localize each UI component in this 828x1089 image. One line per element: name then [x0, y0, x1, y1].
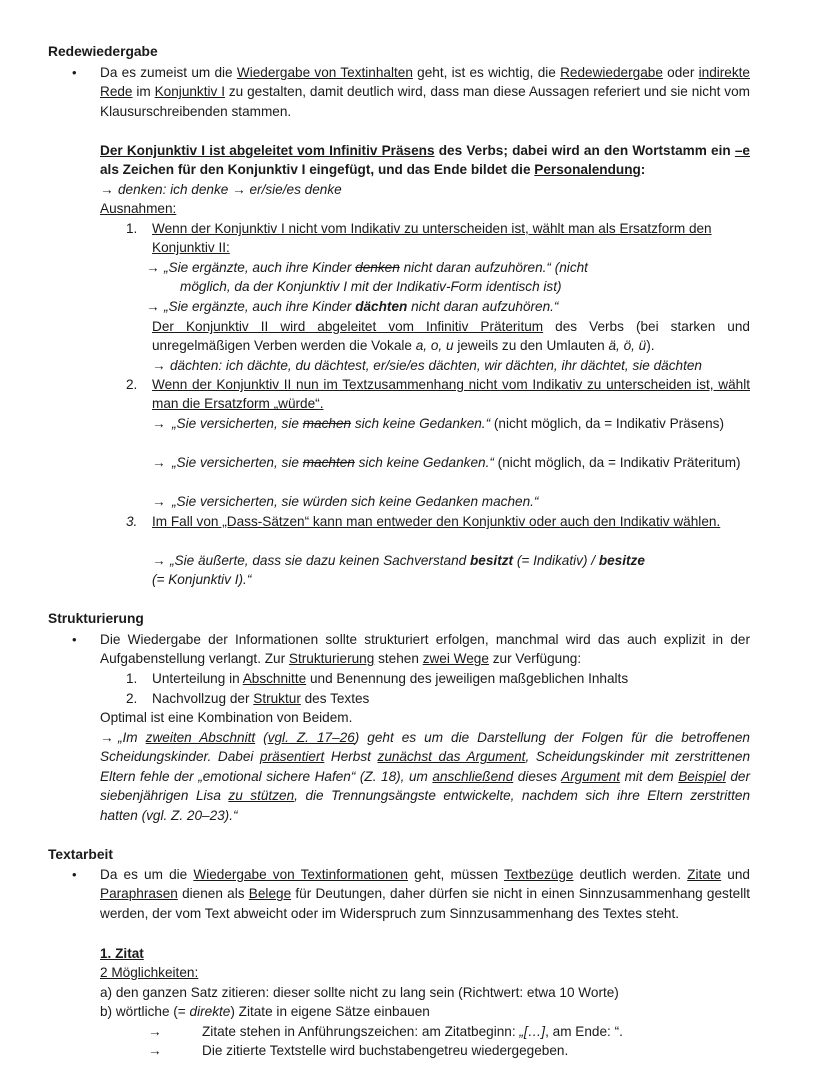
- section-heading-strukturierung: Strukturierung: [48, 611, 144, 626]
- example-denken-sentence: → „Sie ergänzte, auch ihre Kinder denken nicht daran aufzuhören.“ (nicht möglich, da der Konjunktiv I mit der Indikativ-Form identisch ist): [146, 260, 588, 295]
- example-wuerden: → „Sie versicherten, sie würden sich keine Gedanken machen.“: [152, 492, 538, 511]
- list-number: 1.: [126, 221, 138, 236]
- list-number: 1.: [126, 671, 138, 686]
- ausnahme-1: Wenn der Konjunktiv I nicht vom Indikativ zu unterscheiden ist, wählt man als Ersatzform den Konjunktiv II:: [152, 221, 712, 256]
- example-machten: → „Sie versicherten, sie machten sich keine Gedanken.“ (nicht möglich, da = Indikativ Präteritum): [152, 453, 750, 472]
- strukturierung-weg-2: Nachvollzug der Struktur des Textes: [152, 691, 370, 706]
- arrow-icon: →: [152, 494, 166, 509]
- rule-buchstabengetreu: → Die zitierte Textstelle wird buchstabengetreu wiedergegeben.: [148, 1041, 568, 1060]
- konjunktiv-2-rule: Der Konjunktiv II wird abgeleitet vom Infinitiv Präteritum des Verbs (bei starken und unregelmäßigen Verben werden die Vokale a, o, u jeweils zu den Umlauten ä, ö, ü).: [152, 319, 750, 354]
- list-number: 2.: [126, 377, 138, 392]
- example-quote-abschnitt: → „Im zweiten Abschnitt (vgl. Z. 17–26) geht es um die Darstellung der Folgen für die betroffenen Scheidungskinder. Dabei präsentiert Herbst zunächst das Argument, Scheidungskinder mit zerstrittenen Eltern fehle der „emotional sichere Hafen“ (Z. 18), um anschließend dieses Argument mit dem Beispiel der siebenjährigen Lisa zu stützen, die Trennungsängste entwickelte, nachdem sich ihre Eltern zerstritten hatten (vgl. Z. 20–23).“: [100, 730, 751, 823]
- subheading-zitat: 1. Zitat: [100, 946, 144, 961]
- label-ausnahmen: Ausnahmen:: [100, 201, 177, 216]
- bullet: •: [72, 632, 77, 647]
- arrow-icon: →: [152, 358, 166, 373]
- arrow-icon: →: [148, 1024, 162, 1039]
- bullet: •: [72, 867, 77, 882]
- example-denken: → denken: ich denke → er/sie/es denke: [100, 180, 342, 199]
- ausnahme-2: Wenn der Konjunktiv II nun im Textzusammenhang nicht vom Indikativ zu unterscheiden ist, wählt man die Ersatzform „würde“.: [152, 377, 750, 412]
- option-a: a) den ganzen Satz zitieren: dieser sollte nicht zu lang sein (Richtwert: etwa 10 Worte): [100, 985, 619, 1000]
- section-heading-textarbeit: Textarbeit: [48, 847, 113, 862]
- example-daechten-conjugation: → dächten: ich dächte, du dächtest, er/sie/es dächten, wir dächten, ihr dächtet, sie dächten: [152, 356, 702, 375]
- option-b: b) wörtliche (= direkte) Zitate in eigene Sätze einbauen: [100, 1004, 430, 1019]
- optimal-note: Optimal ist eine Kombination von Beidem.: [100, 710, 353, 725]
- arrow-icon: →: [148, 1043, 162, 1058]
- list-number: 3.: [126, 514, 138, 529]
- rule-anfuehrungszeichen: → Zitate stehen in Anführungszeichen: am Zitatbeginn: „[…], am Ende: “.: [148, 1022, 623, 1041]
- arrow-icon: →: [146, 260, 160, 275]
- arrow-icon: →: [152, 455, 166, 470]
- arrow-icon: →: [152, 416, 166, 431]
- section-heading-redewiedergabe: Redewiedergabe: [48, 44, 158, 59]
- label-moeglichkeiten: 2 Möglichkeiten:: [100, 965, 199, 980]
- strukturierung-weg-1: Unterteilung in Abschnitte und Benennung des jeweiligen maßgeblichen Inhalts: [152, 671, 629, 686]
- bullet: •: [72, 65, 77, 80]
- paragraph-textarbeit: Da es um die Wiedergabe von Textinformationen geht, müssen Textbezüge deutlich werden. Zitate und Paraphrasen dienen als Belege für Deutungen, daher dürfen sie nicht in einen Sinnzusammenhang gestellt werden, der vom Text abweicht oder im Widerspruch zum Sinnzusammenhang des Textes steht.: [100, 867, 751, 921]
- rule-konjunktiv-1: Der Konjunktiv I ist abgeleitet vom Infinitiv Präsens des Verbs; dabei wird an den Wortstamm ein –e als Zeichen für den Konjunktiv I eingefügt, und das Ende bildet die Personalendung:: [100, 143, 750, 178]
- example-machen: → „Sie versicherten, sie machen sich keine Gedanken.“ (nicht möglich, da = Indikativ Präsens): [152, 414, 750, 433]
- arrow-icon: →: [146, 299, 160, 314]
- ausnahme-3: Im Fall von „Dass-Sätzen“ kann man entweder den Konjunktiv oder auch den Indikativ wählen.: [152, 514, 721, 529]
- arrow-icon: →: [100, 730, 114, 745]
- example-daechten-sentence: → „Sie ergänzte, auch ihre Kinder dächten nicht daran aufzuhören.“: [146, 297, 558, 316]
- list-number: 2.: [126, 691, 138, 706]
- arrow-icon: →: [100, 182, 114, 197]
- paragraph-redewiedergabe: Da es zumeist um die Wiedergabe von Textinhalten geht, ist es wichtig, die Redewiedergabe oder indirekte Rede im Konjunktiv I zu gestalten, damit deutlich wird, dass man diese Aussagen referiert und sie nicht vom Klausurschreibenden stammen.: [100, 65, 750, 119]
- example-besitzt: → „Sie äußerte, dass sie dazu keinen Sachverstand besitzt (= Indikativ) / besitze (= Konjunktiv I).“: [152, 553, 645, 588]
- paragraph-strukturierung: Die Wiedergabe der Informationen sollte strukturiert erfolgen, manchmal wird das auch explizit in der Aufgabenstellung verlangt. Zur Strukturierung stehen zwei Wege zur Verfügung:: [100, 632, 750, 667]
- arrow-icon: →: [152, 553, 166, 568]
